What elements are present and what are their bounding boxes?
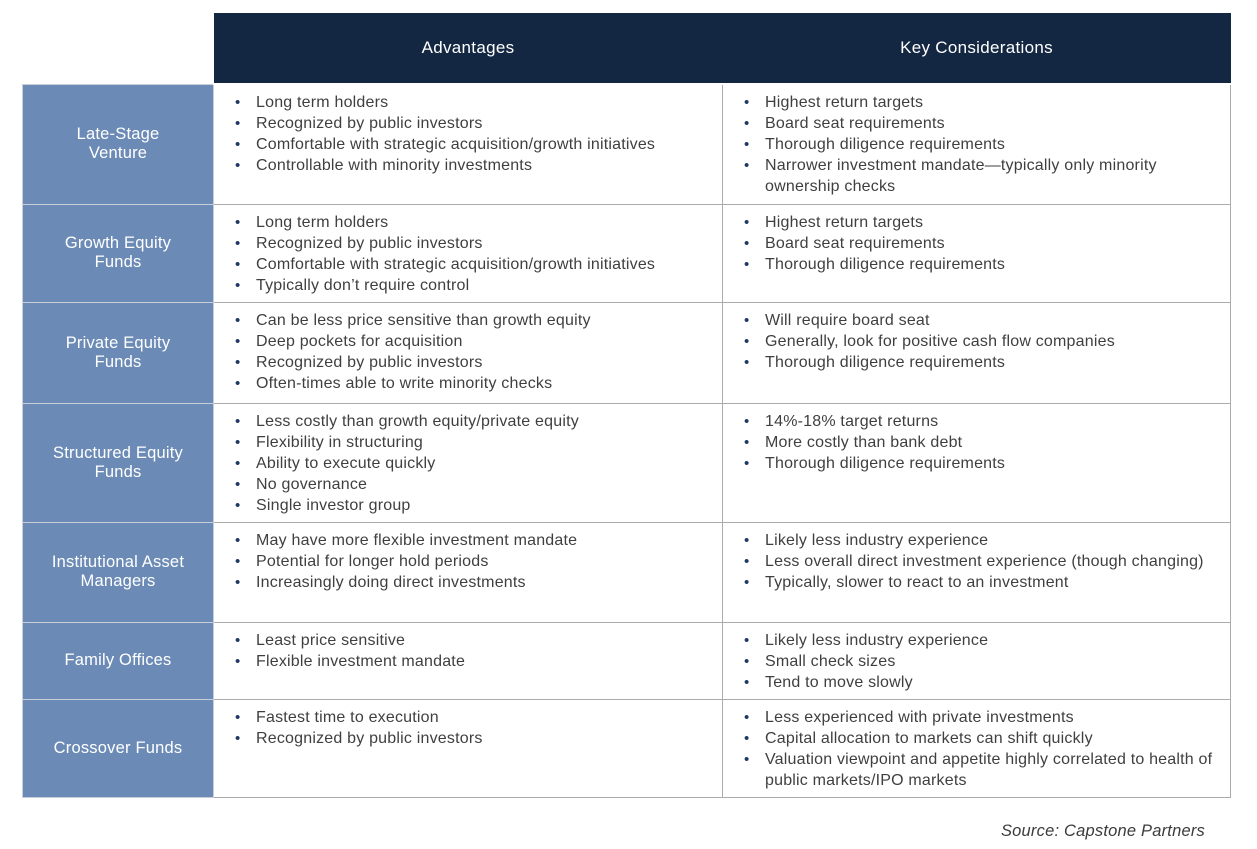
bullet-item: • Will require board seat	[723, 310, 1218, 331]
bullet-item: • Controllable with minority investments	[214, 155, 710, 176]
bullet-item: • Typically don’t require control	[214, 275, 710, 296]
bullet-item: • Thorough diligence requirements	[723, 134, 1218, 155]
considerations-cell	[723, 622, 1231, 699]
bullet-item: • Capital allocation to markets can shift quickly	[723, 728, 1218, 749]
advantages-cell	[214, 84, 723, 204]
comparison-table	[22, 13, 1231, 798]
bullet-item: • Fastest time to execution	[214, 707, 710, 728]
row-header-label: Growth Equity Funds	[23, 204, 214, 302]
bullet-item: • More costly than bank debt	[723, 432, 1218, 453]
bullet-item: • Comfortable with strategic acquisition/growth initiatives	[214, 254, 710, 275]
corner-spacer	[23, 13, 214, 84]
bullet-list	[214, 530, 710, 593]
bullet-item: • Potential for longer hold periods	[214, 551, 710, 572]
bullet-list	[723, 92, 1218, 197]
bullet-item: • Can be less price sensitive than growth equity	[214, 310, 710, 331]
column-header-advantages: Advantages	[214, 13, 723, 84]
bullet-item: • Narrower investment mandate—typically only minority ownership checks	[723, 155, 1218, 197]
bullet-item: • Often-times able to write minority checks	[214, 373, 710, 394]
bullet-list	[214, 707, 710, 749]
bullet-item: • Typically, slower to react to an investment	[723, 572, 1218, 593]
bullet-item: • No governance	[214, 474, 710, 495]
header-row	[23, 13, 1231, 84]
advantages-cell	[214, 522, 723, 622]
bullet-item: • Thorough diligence requirements	[723, 453, 1218, 474]
row-header-label: Family Offices	[23, 622, 214, 699]
bullet-item: • Board seat requirements	[723, 233, 1218, 254]
bullet-list	[723, 530, 1218, 593]
table-row	[23, 622, 1231, 699]
advantages-cell	[214, 302, 723, 403]
advantages-cell	[214, 403, 723, 522]
bullet-item: • Long term holders	[214, 212, 710, 233]
bullet-item: • Generally, look for positive cash flow companies	[723, 331, 1218, 352]
bullet-item: • Likely less industry experience	[723, 630, 1218, 651]
row-header-label: Late-Stage Venture	[23, 84, 214, 204]
bullet-item: • Flexibility in structuring	[214, 432, 710, 453]
bullet-list	[214, 212, 710, 296]
bullet-item: • Less costly than growth equity/private equity	[214, 411, 710, 432]
considerations-cell	[723, 522, 1231, 622]
advantages-cell	[214, 699, 723, 797]
row-header-label: Crossover Funds	[23, 699, 214, 797]
bullet-item: • May have more flexible investment mandate	[214, 530, 710, 551]
column-header-key-considerations: Key Considerations	[723, 13, 1231, 84]
considerations-cell	[723, 699, 1231, 797]
source-attribution: Source: Capstone Partners	[1000, 822, 1205, 840]
bullet-item: • 14%-18% target returns	[723, 411, 1218, 432]
considerations-cell	[723, 84, 1231, 204]
bullet-list	[723, 630, 1218, 693]
bullet-item: • Board seat requirements	[723, 113, 1218, 134]
table-row	[23, 204, 1231, 302]
bullet-item: • Valuation viewpoint and appetite highly correlated to health of public markets/IPO markets	[723, 749, 1218, 791]
row-header-label: Private Equity Funds	[23, 302, 214, 403]
bullet-item: • Flexible investment mandate	[214, 651, 710, 672]
considerations-cell	[723, 302, 1231, 403]
table-row	[23, 522, 1231, 622]
table-row	[23, 302, 1231, 403]
bullet-list	[214, 411, 710, 516]
table-row	[23, 84, 1231, 204]
bullet-item: • Recognized by public investors	[214, 233, 710, 254]
bullet-list	[214, 310, 710, 394]
bullet-list	[723, 707, 1218, 791]
bullet-list	[723, 212, 1218, 275]
table-row	[23, 699, 1231, 797]
bullet-item: • Thorough diligence requirements	[723, 352, 1218, 373]
bullet-list	[723, 411, 1218, 474]
considerations-cell	[723, 204, 1231, 302]
bullet-list	[214, 92, 710, 176]
bullet-item: • Ability to execute quickly	[214, 453, 710, 474]
bullet-item: • Likely less industry experience	[723, 530, 1218, 551]
bullet-list	[214, 630, 710, 672]
bullet-item: • Highest return targets	[723, 212, 1218, 233]
advantages-cell	[214, 622, 723, 699]
bullet-item: • Small check sizes	[723, 651, 1218, 672]
bullet-item: • Least price sensitive	[214, 630, 710, 651]
table-header	[23, 13, 1231, 84]
bullet-item: • Comfortable with strategic acquisition/growth initiatives	[214, 134, 710, 155]
bullet-item: • Increasingly doing direct investments	[214, 572, 710, 593]
bullet-item: • Highest return targets	[723, 92, 1218, 113]
row-header-label: Structured Equity Funds	[23, 403, 214, 522]
bullet-item: • Tend to move slowly	[723, 672, 1218, 693]
bullet-list	[723, 310, 1218, 373]
bullet-item: • Less experienced with private investments	[723, 707, 1218, 728]
table-body	[23, 84, 1231, 797]
bullet-item: • Thorough diligence requirements	[723, 254, 1218, 275]
row-header-label: Institutional Asset Managers	[23, 522, 214, 622]
bullet-item: • Deep pockets for acquisition	[214, 331, 710, 352]
bullet-item: • Recognized by public investors	[214, 352, 710, 373]
bullet-item: • Single investor group	[214, 495, 710, 516]
bullet-item: • Recognized by public investors	[214, 113, 710, 134]
advantages-cell	[214, 204, 723, 302]
bullet-item: • Less overall direct investment experience (though changing)	[723, 551, 1218, 572]
table-row	[23, 403, 1231, 522]
considerations-cell	[723, 403, 1231, 522]
bullet-item: • Long term holders	[214, 92, 710, 113]
bullet-item: • Recognized by public investors	[214, 728, 710, 749]
